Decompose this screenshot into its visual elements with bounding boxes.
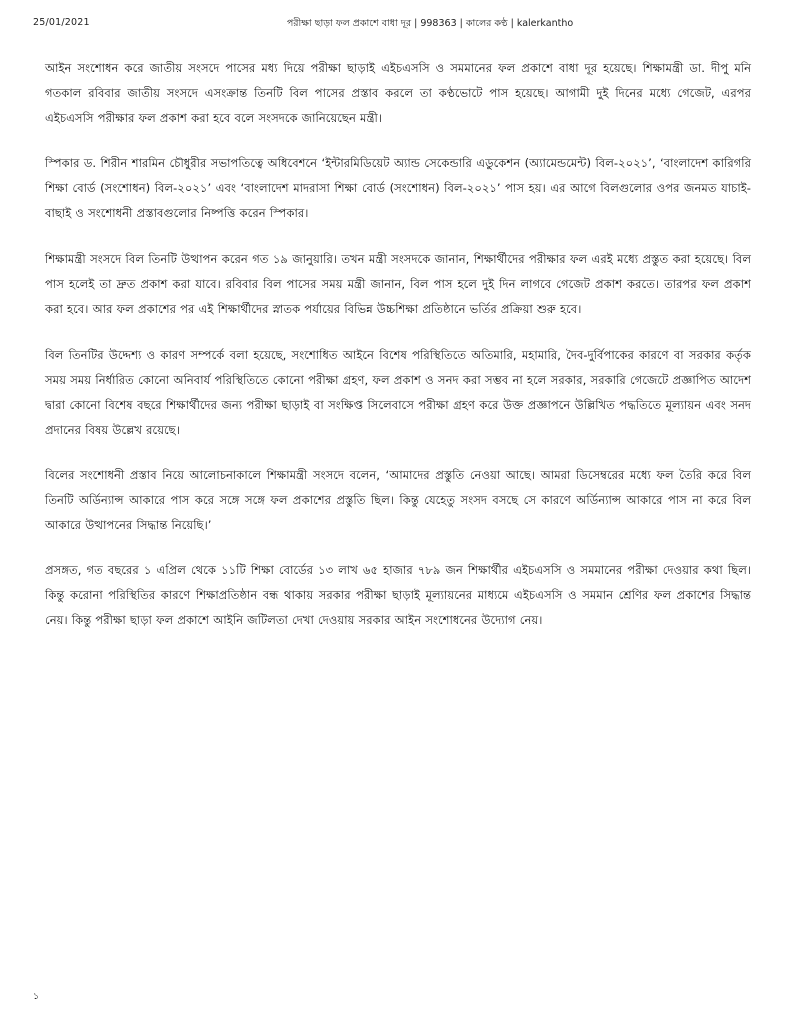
article-paragraph: প্রসঙ্গত, গত বছরের ১ এপ্রিল থেকে ১১টি শিক্ষা বোর্ডের ১৩ লাখ ৬৫ হাজার ৭৮৯ জন শিক্ষার্থীর এইচএসসি ও সমমানের পরীক্ষা দেওয়ার কথা ছিল। কিন্তু করোনা পরিস্থিতির কারণে শিক্ষাপ্রতিষ্ঠান বন্ধ থাকায় সরকার পরীক্ষা ছাড়াই মূল্যায়নের মাধ্যমে এইচএসসি ও সমমান শ্রেণির ফল প্রকাশের সিদ্ধান্ত নেয়। কিন্তু পরীক্ষা ছাড়া ফল প্রকাশে আইনি জটিলতা দেখা দেওয়ায় সরকার আইন সংশোধনের উদ্যোগ নেয়।	[45, 563, 751, 627]
article-paragraph: আইন সংশোধন করে জাতীয় সংসদে পাসের মধ্য দিয়ে পরীক্ষা ছাড়াই এইচএসসি ও সমমানের ফল প্রকাশে বাধা দূর হয়েছে। শিক্ষামন্ত্রী ডা. দীপু মনি গতকাল রবিবার জাতীয় সংসদে এসংক্রান্ত তিনটি বিল পাসের প্রস্তাব করলে তা কণ্ঠভোটে পাস হয়েছে। আগামী দুই দিনের মধ্যে গেজেট, এরপর এইচএসসি পরীক্ষার ফল প্রকাশ করা হবে বলে সংসদকে জানিয়েছেন মন্ত্রী।	[45, 61, 751, 125]
page-number: ১	[33, 991, 40, 1002]
article-paragraph: স্পিকার ড. শিরীন শারমিন চৌধুরীর সভাপতিত্বে অধিবেশনে ‘ইন্টারমিডিয়েট অ্যান্ড সেকেন্ডারি এডুকেশন (অ্যামেন্ডমেন্ট) বিল-২০২১’, ‘বাংলাদেশ কারিগরি শিক্ষা বোর্ড (সংশোধন) বিল-২০২১’ এবং ‘বাংলাদেশ মাদরাসা শিক্ষা বোর্ড (সংশোধন) বিল-২০২১’ পাস হয়। এর আগে বিলগুলোর ওপর জনমত যাচাই-বাছাই ও সংশোধনী প্রস্তাবগুলোর নিষ্পত্তি করেন স্পিকার।	[45, 156, 751, 220]
print-date: 25/01/2021	[33, 17, 90, 28]
article-paragraph: বিল তিনটির উদ্দেশ্য ও কারণ সম্পর্কে বলা হয়েছে, সংশোধিত আইনে বিশেষ পরিস্থিতিতে অতিমারি, মহামারি, দৈব-দুর্বিপাকের কারণে বা সরকার কর্তৃক সময় সময় নির্ধারিত কোনো অনিবার্য পরিস্থিতিতে কোনো পরীক্ষা গ্রহণ, ফল প্রকাশ ও সনদ করা সম্ভব না হলে সরকার, সরকারি গেজেটে প্রজ্ঞাপিত আদেশ দ্বারা কোনো বিশেষ বছরে শিক্ষার্থীদের জন্য পরীক্ষা ছাড়াই বা সংক্ষিপ্ত সিলেবাসে পরীক্ষা গ্রহণ করে উক্ত প্রজ্ঞাপনে উল্লিখিত পদ্ধতিতে মূল্যায়ন এবং সনদ প্রদানের বিষয় উল্লেখ রয়েছে।	[45, 348, 751, 437]
article-body	[45, 56, 751, 653]
print-header	[0, 0, 791, 40]
article-paragraph: শিক্ষামন্ত্রী সংসদে বিল তিনটি উত্থাপন করেন গত ১৯ জানুয়ারি। তখন মন্ত্রী সংসদকে জানান, শিক্ষার্থীদের পরীক্ষার ফল এরই মধ্যে প্রস্তুত করা হয়েছে। বিল পাস হলেই তা দ্রুত প্রকাশ করা যাবে। রবিবার বিল পাসের সময় মন্ত্রী জানান, বিল পাস হলে দুই দিন লাগবে গেজেট প্রকাশ করতে। তারপর ফল প্রকাশ করা হবে। আর ফল প্রকাশের পর এই শিক্ষার্থীদের স্নাতক পর্যায়ের বিভিন্ন উচ্চশিক্ষা প্রতিষ্ঠানে ভর্তির প্রক্রিয়া শুরু হবে।	[45, 252, 751, 316]
article-paragraph: বিলের সংশোধনী প্রস্তাব নিয়ে আলোচনাকালে শিক্ষামন্ত্রী সংসদে বলেন, ‘আমাদের প্রস্তুতি নেওয়া আছে। আমরা ডিসেম্বরের মধ্যে ফল তৈরি করে বিল তিনটি অর্ডিন্যান্স আকারে পাস করে সঙ্গে সঙ্গে ফল প্রকাশের প্রস্তুতি ছিল। কিন্তু যেহেতু সংসদ বসছে সে কারণে অর্ডিন্যান্স আকারে পাস না করে বিল আকারে উত্থাপনের সিদ্ধান্ত নিয়েছি।’	[45, 468, 751, 532]
print-page-title: পরীক্ষা ছাড়া ফল প্রকাশে বাধা দূর | 998363 | কালের কণ্ঠ | kalerkantho	[286, 18, 574, 29]
